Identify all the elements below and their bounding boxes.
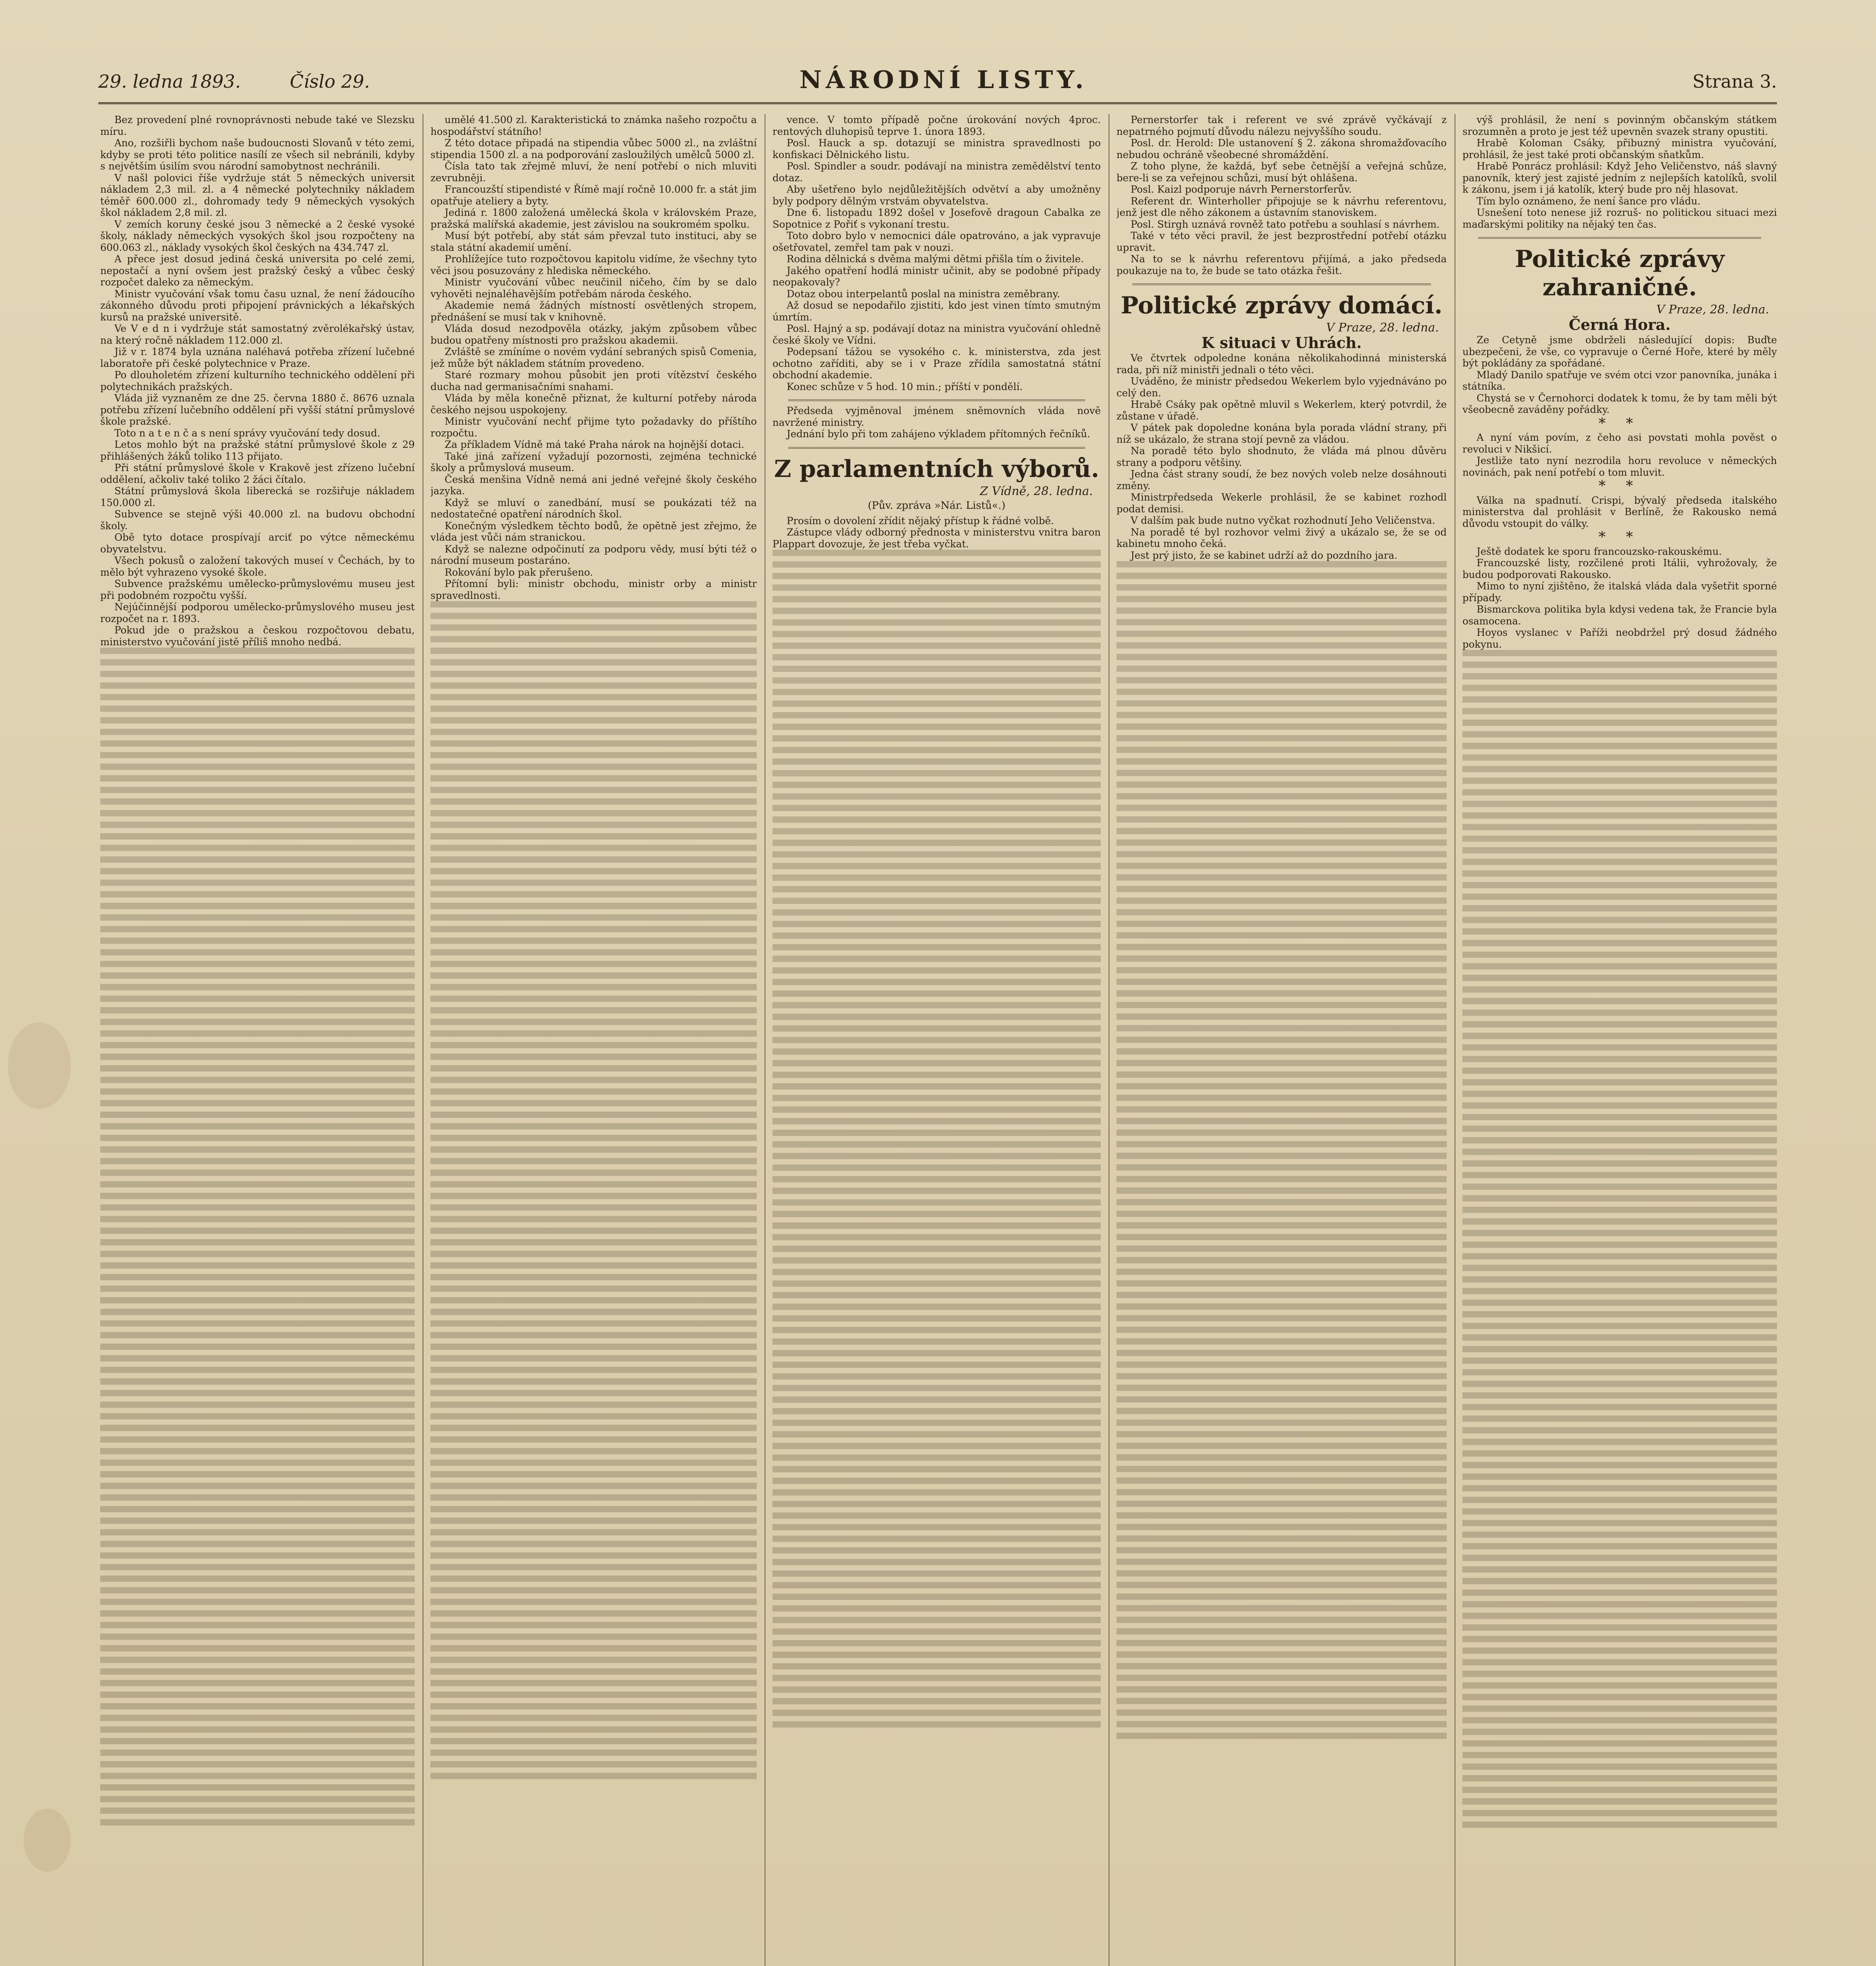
paragraph: Jestliže tato nyní nezrodila horu revoluce v německých novinách, pak není potřebí o tom mluvit. [1462,455,1777,478]
text-lines [1116,561,1447,1741]
paragraph: Obě tyto dotace prospívají arciť po výtce německému obyvatelstvu. [100,532,415,555]
paragraph: Posl. Hauck a sp. dotazují se ministra spravedlnosti po konfiskaci Dělnického listu. [772,137,1101,160]
dateline: V Praze, 28. ledna. [1656,303,1769,317]
paragraph: vence. V tomto případě počne úrokování nových 4proc. rentových dluhopisů teprve 1. února 1893. [772,114,1101,137]
paper-stain [24,1809,71,1872]
paragraph: Referent dr. Winterholler připojuje se k návrhu referentovu, jenž jest dle něho zákonem a ústavním stanoviskem. [1116,195,1447,218]
paragraph: Mimo to nyní zjištěno, že italská vláda dala vyšetřit sporné případy. [1462,580,1777,604]
issue-number: Číslo 29. [290,71,370,92]
section-rule [788,399,1085,401]
paragraph: Ze Cetyně jsme obdrželi následující dopis: Buďte ubezpečeni, že vše, co vypravuje o Černé Hoře, které by měly být pokládány za spořádané. [1462,334,1777,369]
paragraph: Předseda vyjměnoval jménem sněmovních vláda nově navržené ministry. [772,405,1101,428]
paragraph: Hrabě Ponrácz prohlásil: Když Jeho Veličenstvo, náš slavný panovník, který jest zajisté jedním z nejlepších katolíků, svolil k zákonu, jsem i já katolík, který bude pro něj hlasovat. [1462,160,1777,195]
paragraph: V pátek pak dopoledne konána byla porada vládní strany, při níž se ukázalo, že strana stojí pevně za vládou. [1116,422,1447,445]
section-rule [1478,237,1761,239]
paragraph: Dotaz obou interpelantů poslal na ministra zeměbrany. [787,288,1060,300]
paragraph: Konec schůze v 5 hod. 10 min.; příští v pondělí. [787,381,1023,392]
paragraph: Musí být potřebí, aby stát sám převzal tuto instituci, aby se stala státní akademií umění. [430,230,757,253]
paragraph: Prohlížejíce tuto rozpočtovou kapitolu vidíme, že všechny tyto věci jsou posuzovány z hlediska německého. [430,253,757,276]
paragraph: Až dosud se nepodařilo zjistiti, kdo jest vinen tímto smutným úmrtím. [772,300,1101,323]
paragraph: Tím bylo oznámeno, že není šance pro vládu. [1477,195,1701,207]
paragraph: Zvláště se zmíníme o novém vydání sebraných spisů Comenia, jež může být nákladem státním provedeno. [430,346,757,369]
paragraph: Bez provedení plné rovnoprávnosti nebude také ve Slezsku míru. [100,114,415,137]
article-subheading: K situaci v Uhrách. [1201,333,1362,352]
column-1 [100,114,415,1966]
text-lines [430,601,757,1781]
separator-stars: * * [1598,529,1641,545]
paragraph: Mladý Danilo spatřuje ve svém otci vzor panovníka, junáka i státníka. [1462,369,1777,392]
paragraph: Subvence pražskému umělecko-průmyslovému museu jest při podobném rozpočtu vyšší. [100,578,415,601]
paragraph: Hoyos vyslanec v Paříži neobdržel prý dosud žádného pokynu. [1462,627,1777,650]
paragraph: Hrabě Koloman Csáky, přibuzný ministra vyučování, prohlásil, že jest také proti občanským sňatkům. [1462,137,1777,160]
paragraph: Posl. dr. Herold: Dle ustanovení § 2. zákona shromažďovacího nebudou ochráně všeobecné shromáždění. [1116,137,1447,160]
paragraph: Ano, rozšiřli bychom naše budoucnosti Slovanů v této zemi, kdyby se proti této politice nasílí ze všech sil nebránili, kdyby s největším úsilím svou národní samobytnost nechránili. [100,137,415,172]
paragraph: Také v této věci pravil, že jest bezprostřední potřebí otázku upravit. [1116,230,1447,253]
paragraph: Dne 6. listopadu 1892 došel v Josefově dragoun Cabalka ze Sopotnice z Pořiť s vykonaní trestu. [772,207,1101,230]
column-3 [772,114,1101,1966]
paragraph: Ministr vyučování však tomu času uznal, že není žádoucího zákonného důvodu proti připojení právnických a lékařských kursů na pražské universitě. [100,288,415,323]
issue-date: 29. ledna 1893. [98,71,241,92]
paragraph: Nejúčinnější podporou umělecko-průmyslového museu jest rozpočet na r. 1893. [100,601,415,624]
paragraph: Rokování bylo pak přerušeno. [445,566,593,578]
paragraph: Jedna část strany soudí, že bez nových voleb nelze dosáhnouti změny. [1116,468,1447,492]
masthead-left [98,71,413,92]
paragraph: Ještě dodatek ke sporu francouzsko-rakouskému. [1477,545,1722,557]
paragraph: Bismarckova politika byla kdysi vedena tak, že Francie byla osamocena. [1462,604,1777,627]
page-number: Strana 3. [1692,71,1777,92]
paragraph: Již v r. 1874 byla uznána naléhavá potřeba zřízení lučebné laboratoře při české polytechnice v Praze. [100,346,415,369]
paragraph: Toto n a t e n č a s není správy vyučování tedy dosud. [114,427,381,439]
paragraph: Po dlouholetém zřízení kulturního technického oddělení při polytechnikách pražských. [100,369,415,392]
section-heading-domestic: Politické zprávy domácí. [1120,292,1443,319]
separator-stars: * * [1598,415,1641,432]
newspaper-title: NÁRODNÍ LISTY. [799,65,1088,94]
article-subheading: Černá Hora. [1569,315,1671,333]
paragraph: Státní průmyslová škola liberecká se rozšiřuje nákladem 150.000 zl. [100,485,415,508]
paragraph: Usnešení toto nenese již rozruš- no politickou situaci mezi maďarskými politiky na nějaký ten čas. [1462,207,1777,230]
paragraph: výš prohlásil, že není s povinným občanským státkem srozumněn a proto je jest též upevněn svazek strany opustiti. [1462,114,1777,137]
paragraph: Ve V e d n i vydržuje stát samostatný zvěrolékařský ústav, na který ročně nákladem 112.000 zl. [100,323,415,346]
text-lines [1462,650,1777,1830]
paragraph: Válka na spadnutí. Crispi, bývalý předseda italského ministerstva dal prohlásit v Berlíně, že Rakousko nemá důvodu vstoupit do války. [1462,494,1777,529]
paragraph: Česká menšina Vídně nemá ani jedné veřejné školy českého jazyka. [430,473,757,497]
paragraph: Vláda by měla konečně přiznat, že kulturní potřeby národa českého nejsou uspokojeny. [430,392,757,416]
paragraph: Ministr vyučování vůbec neučinil ničeho, čím by se dalo vyhověti nejnaléhavějším potřebám národa českého. [430,276,757,300]
column-4 [1116,114,1447,1966]
paragraph: Zástupce vlády odborný přednosta v ministerstvu vnitra baron Plappart dovozuje, že jest třeba vyčkat. [772,526,1101,550]
paragraph: Ve čtvrtek odpoledne konána několikahodinná ministerská rada, při níž ministři jednali o této věci. [1116,352,1447,376]
paragraph: Toto dobro bylo v nemocnici dále opatrováno, a jak vypravuje ošetřovatel, zemřel tam pak v nouzi. [772,230,1101,253]
paragraph: Francouzští stipendisté v Římě mají ročně 10.000 fr. a stát jim opatřuje ateliery a byty. [430,184,757,207]
paragraph: umělé 41.500 zl. Karakteristická to známka našeho rozpočtu a hospodářství státního! [430,114,757,137]
paragraph: Subvence se stejně výši 40.000 zl. na budovu obchodní školy. [100,508,415,532]
paragraph: A přece jest dosud jediná česká universita po celé zemi, nepostačí a nyní ovšem jest pražský český a vůbec český rozpočet daleko za německým. [100,253,415,288]
paragraph: Na poradě této bylo shodnuto, že vláda má plnou důvěru strany a podporu většiny. [1116,445,1447,468]
paragraph: Za příkladem Vídně má také Praha nárok na hojnější dotaci. [445,439,744,450]
paragraph: Když se mluví o zanedbání, musí se poukázati též na nedostatečné opatření národních škol. [430,497,757,520]
paragraph: Vláda již vyznaněm ze dne 25. června 1880 č. 8676 uznala potřebu zřízení lučebního oddělení při vyšší státní průmyslové škole pražské. [100,392,415,427]
paragraph: Posl. Stirgh uznává rovněž tato potřebu a souhlasí s návrhem. [1131,218,1440,230]
paragraph: Pokud jde o pražskou a českou rozpočtovou debatu, ministerstvo vyučování jistě příliš mnoho nedbá. [100,624,415,648]
paragraph: Všech pokusů o založení takových museí v Čechách, by to mělo být vyhrazeno vysoké škole. [100,555,415,578]
paragraph: Jediná r. 1800 založená umělecká škola v královském Praze, pražská malířská akademie, jest závislou na soukromém spolku. [430,207,757,230]
paragraph: Pernerstorfer tak i referent ve své zprávě vyčkávají z nepatrného pojmutí důvodu nálezu nejvyššího soudu. [1116,114,1447,137]
paragraph: Ministrpředseda Wekerle prohlásil, že se kabinet rozhodl podat demisi. [1116,492,1447,515]
paragraph: Jakého opatření hodlá ministr učinit, aby se podobné případy neopakovaly? [772,265,1101,288]
section-heading-foreign: Politické zprávy zahraničné. [1515,245,1725,301]
paragraph: Přítomní byli: ministr obchodu, ministr orby a ministr spravedlnosti. [430,578,757,601]
paragraph: Posl. Kaizl podporuje návrh Pernerstorferův. [1131,184,1352,195]
separator-stars: * * [1598,478,1641,494]
source-note: (Pův. zpráva »Nár. Listů«.) [868,500,1006,512]
paragraph: Konečným výsledkem těchto bodů, že opětně jest zřejmo, že vláda jest vůči nám stranickou. [430,520,757,543]
paragraph: Posl. Hajný a sp. podávají dotaz na ministra vyučování ohledně české školy ve Vídni. [772,323,1101,346]
paragraph: Na to se k návrhu referentovu přijímá, a jako předseda poukazuje na to, že bude se tato otázka řešit. [1116,253,1447,276]
paper-stain [8,1022,71,1109]
paragraph: Prosím o dovolení zřídit nějaký přístup k řádné volbě. [787,515,1054,526]
paragraph: Chystá se v Černohorci dodatek k tomu, že by tam měli být všeobecně zaváděny pořádky. [1462,392,1777,415]
text-lines [100,648,415,1827]
masthead [98,59,1777,104]
column-2 [430,114,757,1966]
section-rule [1132,283,1431,285]
paragraph: Když se nalezne odpočinutí za podporu vědy, musí býti též o národní museum postaráno. [430,543,757,566]
paragraph: Jest prý jisto, že se kabinet udrží až do pozdního jara. [1131,549,1398,561]
paragraph: Z této dotace připadá na stipendia vůbec 5000 zl., na zvláštní stipendia 1500 zl. a na podporování zasloužilých umělců 5000 zl. [430,137,757,160]
section-heading-committees: Z parlamentních výborů. [774,455,1100,483]
paragraph: V dalším pak bude nutno vyčkat rozhodnutí Jeho Veličenstva. [1131,515,1435,526]
paragraph: Také jiná zařízení vyžadují pozornosti, zejména technické školy a průmyslová museum. [430,450,757,473]
paragraph: Letos mohlo být na pražské státní průmyslové škole z 29 přihlášených žáků toliko 113 přijato. [100,439,415,462]
paragraph: Hrabě Csáky pak opětně mluvil s Wekerlem, který potvrdil, že zůstane v úřadě. [1116,399,1447,422]
paragraph: Akademie nemá žádných místností osvětlených stropem, přednášení se musí tak v knihovně. [430,300,757,323]
column-5 [1462,114,1777,1966]
paragraph: Při státní průmyslové škole v Krakově jest zřízeno lučební oddělení, ačkoliv také toliko 2 žáci čítalo. [100,462,415,485]
paragraph: Posl. Spindler a soudr. podávají na ministra zemědělství tento dotaz. [772,160,1101,184]
paragraph: Jednání bylo při tom zahájeno výkladem přítomných řečníků. [787,428,1091,440]
paragraph: Podepsaní tážou se vysokého c. k. ministerstva, zda jest ochotno zaříditi, aby se i v Praze zřídila samostatná státní obchodní akademie. [772,346,1101,381]
paragraph: V zemích koruny české jsou 3 německé a 2 české vysoké školy, náklady německých vysokých škol jsou rozpočteny na 600.063 zl., náklady vysokých škol českých na 434.747 zl. [100,218,415,253]
paragraph: Staré rozmary mohou působit jen proti vítězství českého ducha nad germanisačními snahami. [430,369,757,392]
paragraph: Čísla tato tak zřejmě mluví, že není potřebí o nich mluviti zevrubněji. [430,160,757,184]
paragraph: V našl polovici říše vydržuje stát 5 německých universit nákladem 2,3 mil. zl. a 4 německé polytechniky nákladem téměř 600.000 zl., dohromady tedy 9 německých vysokých škol nákladem 2,8 mil. zl. [100,172,415,218]
paragraph: Rodina dělnická s dvěma malými dětmi přišla tím o živitele. [787,253,1084,265]
dateline: Z Vídně, 28. ledna. [980,484,1093,498]
paragraph: Ministr vyučování nechť přijme tyto požadavky do příštího rozpočtu. [430,416,757,439]
paragraph: Aby ušetřeno bylo nejdůležitějších odvětví a aby umožněny byly podpory dělným vrstvám obyvatelstva. [772,184,1101,207]
paragraph: Na poradě té byl rozhovor velmi živý a ukázalo se, že se od kabinetu mnoho čeká. [1116,526,1447,549]
dateline: V Praze, 28. ledna. [1326,321,1439,335]
text-lines [772,550,1101,1729]
paragraph: Z toho plyne, že každá, byť sebe četnější a veřejná schůze, bere-li se za veřejnou schůzi, musí být ohlášena. [1116,160,1447,184]
paragraph: A nyní vám povím, z čeho asi povstati mohla pověst o revoluci v Nikšicí. [1462,432,1777,455]
paragraph: Francouzské listy, rozčilené proti Itálii, vyhrožovaly, že budou podporovati Rakousko. [1462,557,1777,580]
paragraph: Vláda dosud nezodpověla otázky, jakým způsobem vůbec budou opatřeny místnosti pro pražskou akademii. [430,323,757,346]
section-rule [788,447,1085,449]
paragraph: Uváděno, že ministr předsedou Wekerlem bylo vyjednáváno po celý den. [1116,376,1447,399]
